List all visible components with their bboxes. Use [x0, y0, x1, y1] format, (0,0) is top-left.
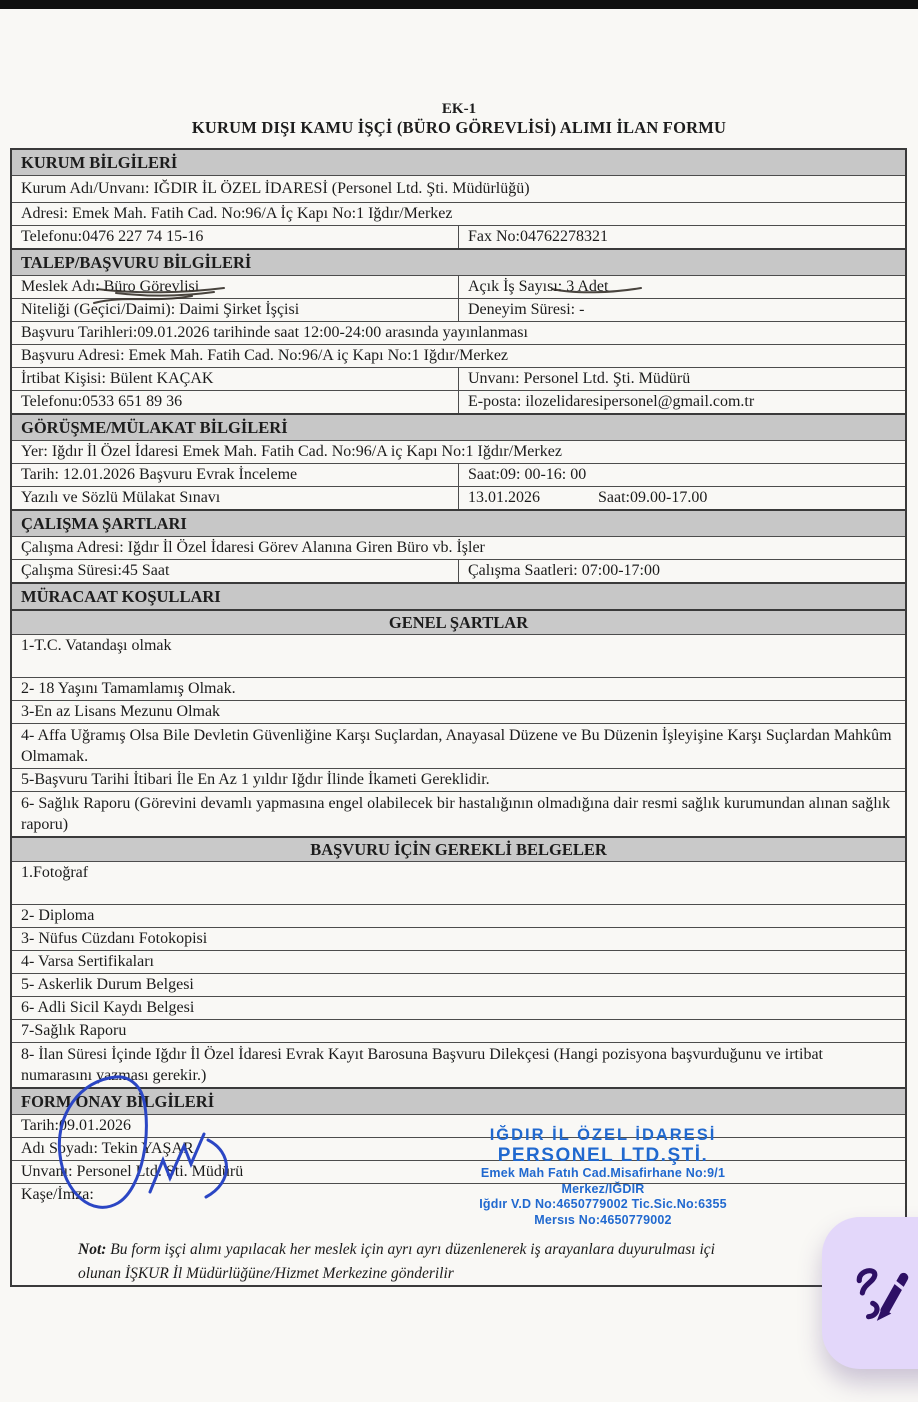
row-kase-imza: Kaşe/İmza:: [12, 1183, 905, 1285]
cell-unvani: Unvanı: Personel Ltd. Şti. Müdürü: [468, 370, 691, 387]
row-adresi: Adresi: Emek Mah. Fatih Cad. No:96/A İç Kapı No:1 Iğdır/Merkez: [12, 202, 905, 225]
scan-edge-top: [0, 0, 918, 9]
cell-meslek-adi: Meslek Adı: Büro Görevlisi: [12, 276, 459, 298]
cell-telefonu: Telefonu:0476 227 74 15-16: [12, 226, 459, 248]
row-meslek-acikis: [12, 275, 905, 298]
row-tarih-saat: [12, 463, 905, 486]
cell-irtibat-kisisi: İrtibat Kişisi: Bülent KAÇAK: [12, 368, 459, 390]
genel-sart-5: 5-Başvuru Tarihi İtibari İle En Az 1 yıldır Iğdır İlinde İkameti Gereklidir.: [12, 768, 905, 791]
section-header-muracaat-kosullari: MÜRACAAT KOŞULLARI: [12, 582, 905, 609]
cell-mulakat-sinavi: Yazılı ve Sözlü Mülakat Sınavı: [12, 487, 459, 509]
note-line-2: olunan İŞKUR İl Müdürlüğüne/Hizmet Merkezine gönderilir: [78, 1265, 454, 1282]
cell-saat: Saat:09: 00-16: 00: [468, 466, 587, 483]
form-table: [10, 148, 907, 1287]
belge-4: 4- Varsa Sertifikaları: [12, 950, 905, 973]
row-calisma-adresi: Çalışma Adresi: Iğdır İl Özel İdaresi Görev Alanına Giren Büro vb. İşler: [12, 536, 905, 559]
cell-mulakat-tarih-saat: [459, 487, 905, 509]
row-telefon-fax: [12, 225, 905, 248]
note-line-1: Bu form işçi alımı yapılacak her meslek için ayrı ayrı düzenlenerek iş arayanlara duyurulması içi: [110, 1241, 715, 1258]
company-stamp: [438, 1126, 768, 1228]
cell-acik-is-sayisi: Açık İş Sayısı: 3 Adet: [468, 278, 609, 295]
footer-note: [78, 1238, 848, 1286]
section-header-gorusme-mulakat: GÖRÜŞME/MÜLAKAT BİLGİLERİ: [12, 413, 905, 440]
row-calisma-sure-saat: [12, 559, 905, 582]
row-onay-unvani: Unvanı: Personel Ltd. Şti. Müdürü: [12, 1160, 905, 1183]
cell-tarih: Tarih: 12.01.2026 Başvuru Evrak İnceleme: [12, 464, 459, 486]
subsection-gerekli-belgeler: BAŞVURU İÇİN GEREKLİ BELGELER: [12, 836, 905, 861]
section-header-talep-basvuru: TALEP/BAŞVURU BİLGİLERİ: [12, 248, 905, 275]
row-niteligi-deneyim: [12, 298, 905, 321]
mulakat-saat: Saat:09.00-17.00: [598, 489, 708, 506]
belge-5: 5- Askerlik Durum Belgesi: [12, 973, 905, 996]
cell-niteligi: Niteliği (Geçici/Daimi): Daimi Şirket İşçisi: [12, 299, 459, 321]
stamp-line-1: IĞDIR İL ÖZEL İDARESİ: [489, 1126, 717, 1144]
genel-sart-6: 6- Sağlık Raporu (Görevini devamlı yapmasına engel olabilecek bir hastalığının olmadığına dair resmi sağlık kurumundan alınan sağlık raporu): [12, 791, 905, 836]
cell-eposta: E-posta: ilozelidaresipersonel@gmail.com.tr: [468, 393, 755, 410]
cell-calisma-saatleri: Çalışma Saatleri: 07:00-17:00: [468, 562, 660, 579]
stamp-line-2: PERSONEL LTD.ŞTİ.: [497, 1145, 709, 1166]
genel-sart-2: 2- 18 Yaşını Tamamlamış Olmak.: [12, 677, 905, 700]
belge-8: 8- İlan Süresi İçinde Iğdır İl Özel İdaresi Evrak Kayıt Barosuna Başvuru Dilekçesi (Hangi pozisyona başvurduğunu ve irtibat numarasını yazması gerekir.): [12, 1042, 905, 1087]
genel-sart-3: 3-En az Lisans Mezunu Olmak: [12, 700, 905, 723]
genel-sart-1: 1-T.C. Vatandaşı olmak: [12, 634, 905, 677]
row-kurum-adi: Kurum Adı/Unvanı: IĞDIR İL ÖZEL İDARESİ (Personel Ltd. Şti. Müdürlüğü): [12, 175, 905, 202]
row-mulakat: [12, 486, 905, 509]
section-header-kurum-bilgileri: KURUM BİLGİLERİ: [12, 150, 905, 175]
row-basvuru-adresi: Başvuru Adresi: Emek Mah. Fatih Cad. No:96/A iç Kapı No:1 Iğdır/Merkez: [12, 344, 905, 367]
cell-calisma-suresi: Çalışma Süresi:45 Saat: [12, 560, 459, 582]
stamp-line-4: Iğdır V.D No:4650779002 Tic.Sic.No:6355: [479, 1197, 727, 1211]
row-basvuru-tarihleri: Başvuru Tarihleri:09.01.2026 tarihinde saat 12:00-24:00 arasında yayınlanması: [12, 321, 905, 344]
form-code: EK-1: [441, 101, 477, 117]
document-title: [0, 101, 918, 137]
row-adi-soyadi: Adı Soyadı: Tekin YAŞAR: [12, 1137, 905, 1160]
stamp-line-3: Emek Mah Fatıh Cad.Misafirhane No:9/1 Merkez/IĞDIR: [480, 1166, 726, 1196]
cell-fax: Fax No:04762278321: [468, 228, 608, 245]
row-telefon-eposta: [12, 390, 905, 413]
genel-sart-4: 4- Affa Uğramış Olsa Bile Devletin Güvenliğine Karşı Suçlardan, Anayasal Düzene ve Bu Düzenin İşleyişine Karşı Suçlardan Mahkûm Olmamak.: [12, 723, 905, 768]
row-yer: Yer: Iğdır İl Özel İdaresi Emek Mah. Fatih Cad. No:96/A iç Kapı No:1 Iğdır/Merkez: [12, 440, 905, 463]
belge-2: 2- Diploma: [12, 904, 905, 927]
stamp-line-5: Mersıs No:4650779002: [534, 1212, 672, 1227]
signature-tool-button[interactable]: [822, 1217, 918, 1369]
belge-1: 1.Fotoğraf: [12, 861, 905, 904]
section-header-form-onay: FORM ONAY BİLGİLERİ: [12, 1087, 905, 1114]
subsection-genel-sartlar: GENEL ŞARTLAR: [12, 609, 905, 634]
row-irtibat-unvan: [12, 367, 905, 390]
signature-pen-icon: [850, 1261, 916, 1327]
note-label: Not:: [78, 1241, 107, 1258]
belge-3: 3- Nüfus Cüzdanı Fotokopisi: [12, 927, 905, 950]
belge-6: 6- Adli Sicil Kaydı Belgesi: [12, 996, 905, 1019]
section-header-calisma-sartlari: ÇALIŞMA ŞARTLARI: [12, 509, 905, 536]
row-onay-tarih: Tarih:09.01.2026: [12, 1114, 905, 1137]
form-title: KURUM DIŞI KAMU İŞÇİ (BÜRO GÖREVLİSİ) ALIMI İLAN FORMU: [191, 118, 727, 137]
belge-7: 7-Sağlık Raporu: [12, 1019, 905, 1042]
mulakat-tarih: 13.01.2026: [468, 489, 540, 506]
cell-telefonu-2: Telefonu:0533 651 89 36: [12, 391, 459, 413]
cell-deneyim-suresi: Deneyim Süresi: -: [468, 301, 585, 318]
